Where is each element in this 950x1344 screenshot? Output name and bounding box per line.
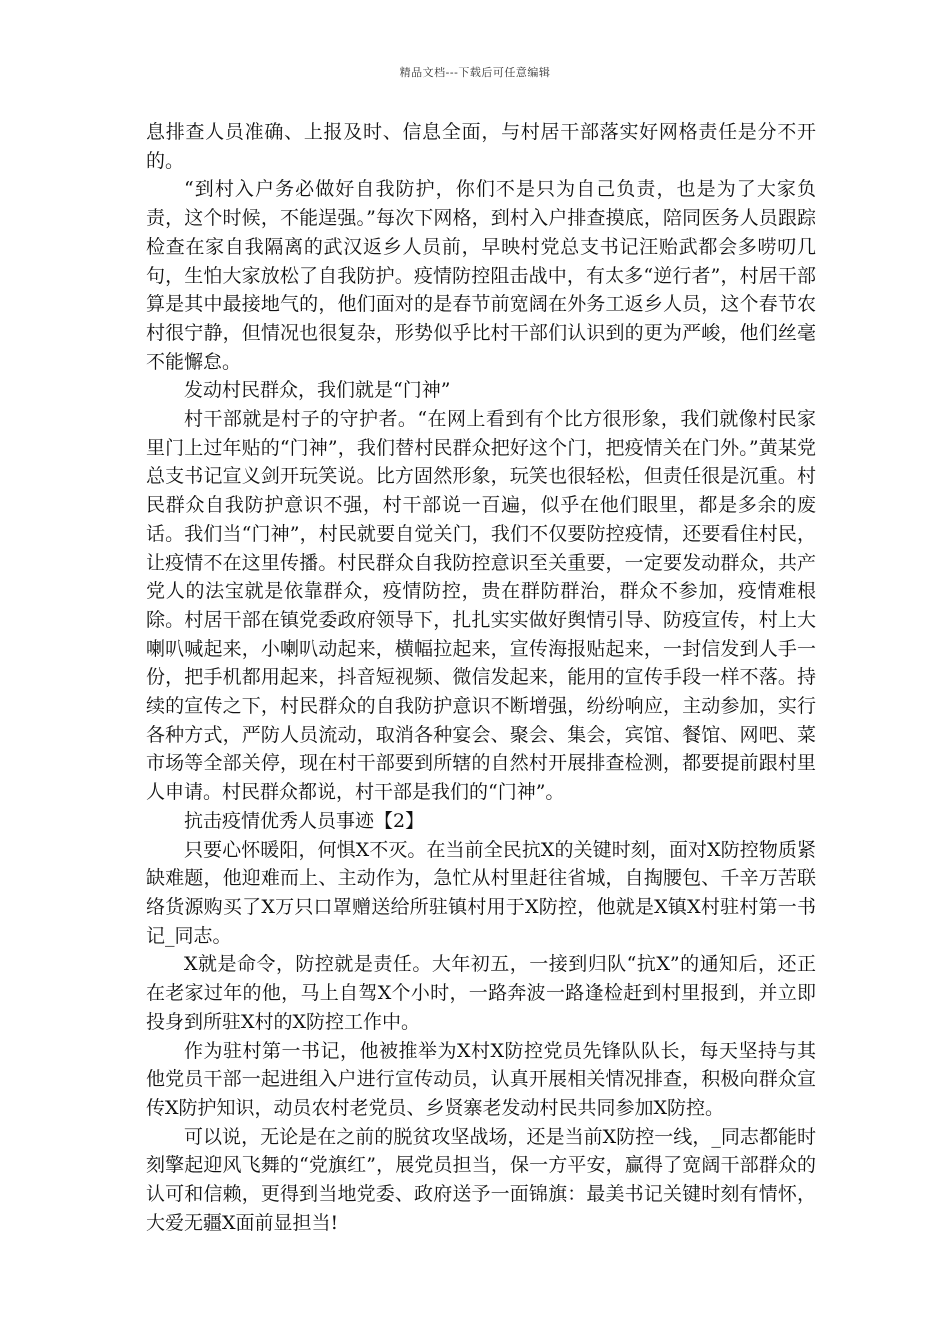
paragraph: 村干部就是村子的守护者。“在网上看到有个比方很形象，我们就像村民家里门上过年贴的“门神”，我们替村民群众把好这个门，把疫情关在门外。”黄某党总支书记宣义剑开玩笑说。比方固然形象，玩笑也很轻松，但责任很是沉重。村民群众自我防护意识不强，村干部说一百遍，似乎在他们眼里，都是多余的废话。我们当“门神”，村民就要自觉关门，我们不仅要防控疫情，还要看住村民，让疫情不在这里传播。村民群众自我防控意识至关重要，一定要发动群众，共产党人的法宝就是依靠群众，疫情防控，贵在群防群治，群众不参加，疫情难根除。村居干部在镇党委政府领导下，扎扎实实做好舆情引导、防疫宣传，村上大喇叭喊起来，小喇叭动起来，横幅拉起来，宣传海报贴起来，一封信发到人手一份，把手机都用起来，抖音短视频、微信发起来，能用的宣传手段一样不落。持续的宣传之下，村民群众的自我防护意识不断增强，纷纷响应，主动参加，实行各种方式，严防人员流动，取消各种宴会、聚会、集会，宾馆、餐馆、网吧、菜市场等全部关停，现在村干部要到所辖的自然村开展排查检测，都要提前跟村里人申请。村民群众都说，村干部是我们的“门神”。 (146, 408, 816, 804)
paragraph: “到村入户务必做好自我防护，你们不是只为自己负责，也是为了大家负责，这个时候，不能逞强。”每次下网格，到村入户排查摸底，陪同医务人员跟踪检查在家自我隔离的武汉返乡人员前，早映村党总支书记汪贻武都会多唠叨几句，生怕大家放松了自我防护。疫情防控阻击战中，有太多“逆行者”，村居干部算是其中最接地气的，他们面对的是春节前宽阔在外务工返乡人员，这个春节农村很宁静，但情况也很复杂，形势似乎比村干部们认识到的更为严峻，他们丝毫不能懈怠。 (146, 178, 816, 373)
section-heading: 发动村民群众，我们就是“门神” (184, 379, 451, 402)
paragraph: X就是命令，防控就是责任。大年初五，一接到归队“抗X”的通知后，还正在老家过年的他，马上自驾X个小时，一路奔波一路逢检赶到村里报到，并立即投身到所驻X村的X防控工作中。 (146, 953, 816, 1033)
paragraph: 只要心怀暖阳，何惧X不灭。在当前全民抗X的关键时刻，面对X防控物质紧缺难题，他迎难而上、主动作为，急忙从村里赶往省城，自掏腰包、千辛万苦联络货源购买了X万只口罩赠送给所驻镇村用于X防控，他就是X镇X村驻村第一书记_同志。 (146, 838, 816, 947)
document-body (146, 118, 816, 1237)
paragraph-continued: 息排查人员准确、上报及时、信息全面，与村居干部落实好网格责任是分不开的。 (146, 121, 816, 172)
paragraph: 可以说，无论是在之前的脱贫攻坚战场，还是当前X防控一线，_同志都能时刻擎起迎风飞舞的“党旗红”，展党员担当，保一方平安，赢得了宽阔干部群众的认可和信赖，更得到当地党委、政府送予一面锦旗：最美书记关键时刻有情怀，大爱无疆X面前显担当! (146, 1125, 816, 1234)
section-heading: 抗击疫情优秀人员事迹【2】 (184, 809, 425, 832)
paragraph: 作为驻村第一书记，他被推举为X村X防控党员先锋队队长，每天坚持与其他党员干部一起进组入户进行宣传动员，认真开展相关情况排查，积极向群众宣传X防护知识，动员农村老党员、乡贤寨老发动村民共同参加X防控。 (146, 1039, 816, 1119)
page-header: 精品文档---下载后可任意编辑 (399, 66, 551, 79)
